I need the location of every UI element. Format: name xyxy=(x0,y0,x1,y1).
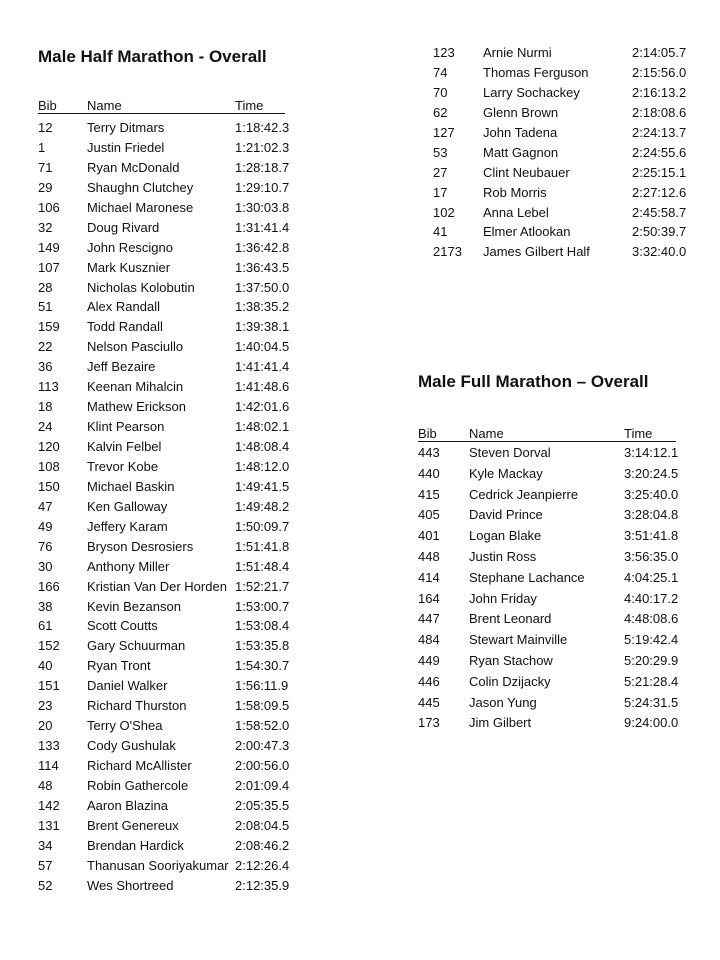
name-cell: Robin Gathercole xyxy=(87,777,189,793)
name-cell: Arnie Nurmi xyxy=(483,45,552,60)
name-cell: Jeffery Karam xyxy=(87,518,168,534)
table-row xyxy=(433,123,703,143)
bib-cell: 106 xyxy=(38,199,60,215)
name-cell: Keenan Mihalcin xyxy=(87,379,184,395)
time-cell: 1:29:10.7 xyxy=(235,179,290,195)
time-cell: 1:40:04.5 xyxy=(235,339,290,355)
table-row xyxy=(38,736,298,756)
name-cell: James Gilbert Half xyxy=(483,244,590,260)
bib-cell: 1 xyxy=(38,139,46,155)
bib-cell: 29 xyxy=(38,179,53,195)
bib-cell: 405 xyxy=(418,507,440,523)
table-row xyxy=(38,417,298,437)
bib-cell: 173 xyxy=(418,715,440,731)
name-cell: Ryan Tront xyxy=(87,658,151,674)
table-body xyxy=(433,43,703,262)
name-cell: Gary Schuurman xyxy=(87,638,186,654)
table-row xyxy=(38,656,298,676)
table-row xyxy=(433,203,703,223)
table-row xyxy=(38,317,298,337)
time-cell: 1:56:11.9 xyxy=(235,678,289,694)
table-body xyxy=(38,118,298,896)
time-cell: 1:58:52.0 xyxy=(235,718,290,734)
bib-cell: 447 xyxy=(418,611,440,627)
name-cell: Anthony Miller xyxy=(87,558,170,574)
bib-cell: 38 xyxy=(38,598,53,614)
time-cell: 2:00:56.0 xyxy=(235,758,290,773)
table-row xyxy=(38,397,298,417)
name-cell: Justin Ross xyxy=(469,548,537,564)
table-row xyxy=(433,222,703,242)
table-row xyxy=(38,258,298,278)
table-row xyxy=(38,796,298,816)
name-cell: Ryan McDonald xyxy=(87,159,180,175)
time-cell: 1:18:42.3 xyxy=(235,120,290,135)
bib-cell: 484 xyxy=(418,632,440,648)
table-row xyxy=(38,756,298,776)
table-row xyxy=(38,297,298,317)
bib-cell: 108 xyxy=(38,458,60,474)
bib-cell: 123 xyxy=(433,45,455,60)
bib-cell: 152 xyxy=(38,638,60,654)
header-time: Time xyxy=(624,426,653,441)
bib-cell: 36 xyxy=(38,359,53,375)
table-row xyxy=(38,616,298,636)
name-cell: Clint Neubauer xyxy=(483,164,570,180)
time-cell: 1:28:18.7 xyxy=(235,159,290,175)
bib-cell: 34 xyxy=(38,837,53,853)
header-bib: Bib xyxy=(418,426,437,441)
bib-cell: 440 xyxy=(418,465,440,481)
table-row xyxy=(418,547,698,568)
table-row xyxy=(433,242,703,262)
table-row xyxy=(38,337,298,357)
time-cell: 1:39:38.1 xyxy=(235,319,290,335)
table-row xyxy=(418,485,698,506)
time-cell: 4:04:25.1 xyxy=(624,569,679,585)
bib-cell: 443 xyxy=(418,445,440,460)
full-marathon-title: Male Full Marathon – Overall xyxy=(418,372,649,391)
name-cell: Kevin Bezanson xyxy=(87,598,181,614)
bib-cell: 120 xyxy=(38,439,60,454)
name-cell: Bryson Desrosiers xyxy=(87,538,194,554)
name-cell: Aaron Blazina xyxy=(87,797,168,813)
name-cell: Thanusan Sooriyakumar xyxy=(87,857,229,873)
time-cell: 4:48:08.6 xyxy=(624,611,679,627)
time-cell: 1:51:41.8 xyxy=(235,538,290,554)
bib-cell: 48 xyxy=(38,777,53,793)
time-cell: 1:51:48.4 xyxy=(235,558,290,574)
bib-cell: 70 xyxy=(433,84,448,100)
bib-cell: 142 xyxy=(38,797,60,813)
bib-cell: 149 xyxy=(38,239,60,255)
time-cell: 3:20:24.5 xyxy=(624,465,679,481)
name-cell: Nicholas Kolobutin xyxy=(87,279,195,295)
bib-cell: 166 xyxy=(38,578,60,594)
time-cell: 2:14:05.7 xyxy=(632,45,687,60)
name-cell: Stephane Lachance xyxy=(469,569,585,585)
bib-cell: 41 xyxy=(433,224,448,240)
bib-cell: 131 xyxy=(38,817,60,833)
table-row xyxy=(38,178,298,198)
bib-cell: 113 xyxy=(38,379,59,395)
table-row xyxy=(433,163,703,183)
time-cell: 5:19:42.4 xyxy=(624,632,679,648)
name-cell: John Tadena xyxy=(483,124,558,140)
table-row xyxy=(418,505,698,526)
name-cell: Jim Gilbert xyxy=(469,715,532,731)
time-cell: 2:01:09.4 xyxy=(235,777,290,793)
name-cell: Todd Randall xyxy=(87,319,163,335)
time-cell: 1:48:12.0 xyxy=(235,458,290,474)
time-cell: 1:38:35.2 xyxy=(235,299,290,315)
name-cell: Michael Baskin xyxy=(87,478,175,494)
name-cell: Brendan Hardick xyxy=(87,837,184,853)
bib-cell: 164 xyxy=(418,590,440,606)
time-cell: 1:41:48.6 xyxy=(235,379,290,395)
name-cell: Anna Lebel xyxy=(483,204,549,220)
bib-cell: 28 xyxy=(38,279,53,295)
name-cell: Doug Rivard xyxy=(87,219,160,235)
table-row xyxy=(433,83,703,103)
time-cell: 4:40:17.2 xyxy=(624,590,679,606)
table-row xyxy=(418,651,698,672)
name-cell: Mathew Erickson xyxy=(87,399,186,415)
name-cell: Cedrick Jeanpierre xyxy=(469,486,579,502)
bib-cell: 51 xyxy=(38,299,53,315)
name-cell: Terry O'Shea xyxy=(87,718,163,734)
name-cell: Daniel Walker xyxy=(87,678,168,694)
name-cell: Cody Gushulak xyxy=(87,738,176,754)
table-row xyxy=(38,357,298,377)
time-cell: 5:21:28.4 xyxy=(624,673,679,689)
table-row xyxy=(38,118,298,138)
name-cell: Elmer Atlookan xyxy=(483,224,571,240)
bib-cell: 102 xyxy=(433,204,455,220)
table-row xyxy=(38,437,298,457)
time-cell: 2:27:12.6 xyxy=(632,184,687,200)
table-row xyxy=(433,143,703,163)
table-row xyxy=(38,158,298,178)
time-cell: 1:49:41.5 xyxy=(235,478,290,494)
table-row xyxy=(38,636,298,656)
table-row xyxy=(38,537,298,557)
time-cell: 2:50:39.7 xyxy=(632,224,687,240)
table-row xyxy=(38,836,298,856)
time-cell: 1:48:02.1 xyxy=(235,419,290,435)
time-cell: 2:25:15.1 xyxy=(632,164,687,180)
name-cell: Michael Maronese xyxy=(87,199,194,215)
table-row xyxy=(418,693,698,714)
table-row xyxy=(433,103,703,123)
bib-cell: 30 xyxy=(38,558,53,574)
time-cell: 3:32:40.0 xyxy=(632,244,687,260)
header-time: Time xyxy=(235,98,264,113)
time-cell: 2:15:56.0 xyxy=(632,64,687,80)
time-cell: 5:24:31.5 xyxy=(624,694,679,710)
table-row xyxy=(38,577,298,597)
bib-cell: 151 xyxy=(38,678,60,694)
time-cell: 1:54:30.7 xyxy=(235,658,290,674)
bib-cell: 22 xyxy=(38,339,53,355)
name-cell: Klint Pearson xyxy=(87,419,165,435)
name-cell: Glenn Brown xyxy=(483,104,559,120)
bib-cell: 24 xyxy=(38,419,53,435)
time-cell: 1:21:02.3 xyxy=(235,139,290,155)
name-cell: Colin Dzijacky xyxy=(469,673,551,689)
bib-cell: 401 xyxy=(418,528,440,544)
name-cell: Trevor Kobe xyxy=(87,458,159,474)
table-row xyxy=(418,630,698,651)
time-cell: 2:45:58.7 xyxy=(632,204,687,220)
time-cell: 1:48:08.4 xyxy=(235,439,290,454)
name-cell: Jeff Bezaire xyxy=(87,359,156,375)
time-cell: 2:16:13.2 xyxy=(632,84,687,100)
table-row xyxy=(418,568,698,589)
bib-cell: 40 xyxy=(38,658,53,674)
name-cell: Jason Yung xyxy=(469,694,537,710)
time-cell: 3:28:04.8 xyxy=(624,507,679,523)
bib-cell: 18 xyxy=(38,399,53,415)
bib-cell: 23 xyxy=(38,698,53,714)
table-row xyxy=(38,816,298,836)
bib-cell: 47 xyxy=(38,498,53,514)
table-row xyxy=(418,526,698,547)
table-row xyxy=(38,876,298,896)
bib-cell: 52 xyxy=(38,877,53,893)
table-row xyxy=(38,716,298,736)
name-cell: Kyle Mackay xyxy=(469,465,543,481)
time-cell: 2:08:04.5 xyxy=(235,817,290,833)
table-row xyxy=(38,497,298,517)
time-cell: 2:12:26.4 xyxy=(235,857,290,873)
time-cell: 2:05:35.5 xyxy=(235,797,290,813)
table-row xyxy=(38,517,298,537)
name-cell: Rob Morris xyxy=(483,184,547,200)
table-row xyxy=(38,218,298,238)
time-cell: 3:56:35.0 xyxy=(624,548,679,564)
table-row xyxy=(418,672,698,693)
name-cell: Larry Sochackey xyxy=(483,84,580,100)
name-cell: Mark Kusznier xyxy=(87,259,171,275)
name-cell: Shaughn Clutchey xyxy=(87,179,194,195)
bib-cell: 127 xyxy=(433,124,455,140)
time-cell: 3:14:12.1 xyxy=(624,445,679,460)
time-cell: 3:25:40.0 xyxy=(624,486,679,502)
time-cell: 1:30:03.8 xyxy=(235,199,290,215)
bib-cell: 57 xyxy=(38,857,53,873)
name-cell: Terry Ditmars xyxy=(87,120,165,135)
name-cell: Matt Gagnon xyxy=(483,144,559,160)
name-cell: Ken Galloway xyxy=(87,498,168,514)
time-cell: 1:37:50.0 xyxy=(235,279,290,295)
bib-cell: 415 xyxy=(418,486,440,502)
table-row xyxy=(38,597,298,617)
bib-cell: 20 xyxy=(38,718,53,734)
time-cell: 1:50:09.7 xyxy=(235,518,290,534)
table-row xyxy=(38,278,298,298)
table-row xyxy=(433,43,703,63)
full-marathon-table xyxy=(418,424,698,734)
name-cell: Scott Coutts xyxy=(87,618,158,634)
time-cell: 1:36:43.5 xyxy=(235,259,290,275)
table-row xyxy=(418,464,698,485)
table-row xyxy=(38,477,298,497)
time-cell: 1:53:35.8 xyxy=(235,638,290,654)
half-marathon-table-continued xyxy=(433,43,703,262)
bib-cell: 150 xyxy=(38,478,60,494)
name-cell: John Friday xyxy=(469,590,537,606)
table-row xyxy=(38,776,298,796)
table-row xyxy=(418,713,698,734)
table-row xyxy=(38,198,298,218)
time-cell: 2:24:55.6 xyxy=(632,144,687,160)
bib-cell: 71 xyxy=(38,159,53,175)
bib-cell: 53 xyxy=(433,144,448,160)
bib-cell: 107 xyxy=(38,259,60,275)
table-body xyxy=(418,443,698,734)
time-cell: 1:49:48.2 xyxy=(235,498,290,514)
bib-cell: 446 xyxy=(418,673,440,689)
name-cell: John Rescigno xyxy=(87,239,173,255)
bib-cell: 74 xyxy=(433,64,448,80)
name-cell: Steven Dorval xyxy=(469,445,551,460)
name-cell: Brent Genereux xyxy=(87,817,179,833)
header-name: Name xyxy=(87,98,122,113)
table-row xyxy=(418,589,698,610)
time-cell: 2:18:08.6 xyxy=(632,104,687,120)
table-row xyxy=(38,856,298,876)
name-cell: Kristian Van Der Horden xyxy=(87,578,227,594)
bib-cell: 159 xyxy=(38,319,60,335)
time-cell: 9:24:00.0 xyxy=(624,715,679,731)
time-cell: 3:51:41.8 xyxy=(624,528,679,544)
table-row xyxy=(418,443,698,464)
header-name: Name xyxy=(469,426,504,441)
name-cell: David Prince xyxy=(469,507,543,523)
header-bib: Bib xyxy=(38,98,57,113)
table-row xyxy=(433,183,703,203)
time-cell: 2:00:47.3 xyxy=(235,738,290,754)
name-cell: Nelson Pasciullo xyxy=(87,339,184,355)
half-marathon-table xyxy=(38,96,298,896)
name-cell: Logan Blake xyxy=(469,528,542,544)
bib-cell: 414 xyxy=(418,569,440,585)
table-row xyxy=(38,557,298,577)
name-cell: Thomas Ferguson xyxy=(483,64,589,80)
time-cell: 1:53:08.4 xyxy=(235,618,290,634)
bib-cell: 2173 xyxy=(433,244,462,260)
name-cell: Stewart Mainville xyxy=(469,632,568,648)
bib-cell: 17 xyxy=(433,184,448,200)
name-cell: Brent Leonard xyxy=(469,611,552,627)
time-cell: 1:53:00.7 xyxy=(235,598,290,614)
bib-cell: 114 xyxy=(38,758,59,773)
bib-cell: 449 xyxy=(418,652,440,668)
bib-cell: 76 xyxy=(38,538,53,554)
time-cell: 1:36:42.8 xyxy=(235,239,290,255)
time-cell: 2:08:46.2 xyxy=(235,837,290,853)
bib-cell: 445 xyxy=(418,694,440,710)
time-cell: 1:58:09.5 xyxy=(235,698,290,714)
bib-cell: 27 xyxy=(433,164,448,180)
bib-cell: 133 xyxy=(38,738,60,754)
table-row xyxy=(38,138,298,158)
table-row xyxy=(38,676,298,696)
name-cell: Ryan Stachow xyxy=(469,652,553,668)
bib-cell: 448 xyxy=(418,548,440,564)
bib-cell: 62 xyxy=(433,104,448,120)
name-cell: Wes Shortreed xyxy=(87,877,174,893)
table-row xyxy=(38,238,298,258)
bib-cell: 32 xyxy=(38,219,53,235)
half-marathon-title: Male Half Marathon - Overall xyxy=(38,47,267,66)
table-row xyxy=(418,609,698,630)
time-cell: 2:12:35.9 xyxy=(235,877,290,893)
name-cell: Richard Thurston xyxy=(87,698,187,714)
table-header xyxy=(418,424,676,442)
bib-cell: 61 xyxy=(38,618,53,634)
bib-cell: 12 xyxy=(38,120,53,135)
time-cell: 1:42:01.6 xyxy=(235,399,290,415)
bib-cell: 49 xyxy=(38,518,53,534)
time-cell: 1:41:41.4 xyxy=(235,359,290,375)
time-cell: 1:52:21.7 xyxy=(235,578,290,594)
name-cell: Kalvin Felbel xyxy=(87,439,162,454)
table-header xyxy=(38,96,285,114)
table-row xyxy=(38,377,298,397)
table-row xyxy=(433,63,703,83)
table-row xyxy=(38,457,298,477)
name-cell: Justin Friedel xyxy=(87,139,165,155)
time-cell: 1:31:41.4 xyxy=(235,219,290,235)
time-cell: 2:24:13.7 xyxy=(632,124,687,140)
name-cell: Richard McAllister xyxy=(87,758,192,773)
name-cell: Alex Randall xyxy=(87,299,160,315)
time-cell: 5:20:29.9 xyxy=(624,652,679,668)
table-row xyxy=(38,696,298,716)
